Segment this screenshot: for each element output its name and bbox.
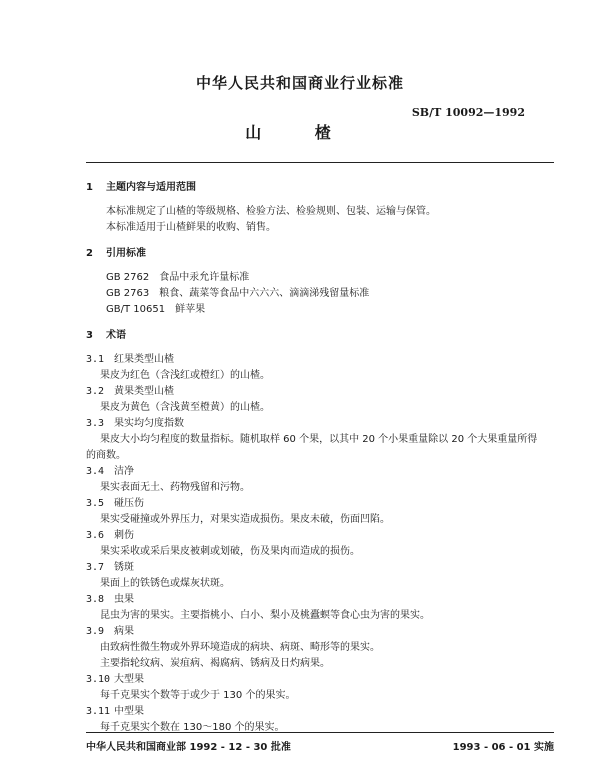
term-number: 3.9 — [86, 626, 105, 637]
term-number: 3.11 — [86, 706, 111, 717]
section-number: 3 — [86, 330, 93, 341]
section-title: 引用标准 — [106, 248, 146, 259]
term-description: 每千克果实个数在 130～180 个的果实。 — [100, 722, 285, 733]
term-title: 大型果 — [114, 674, 144, 685]
standard-code: SB/T 10092—1992 — [411, 106, 525, 119]
term-description: 主要指轮纹病、炭疽病、褐腐病、锈病及日灼病果。 — [100, 658, 330, 669]
term-heading — [86, 624, 566, 640]
section-title: 术语 — [106, 330, 126, 341]
term-heading — [86, 384, 566, 400]
term-number: 3.6 — [86, 530, 105, 541]
term-title: 碰压伤 — [114, 498, 144, 509]
term-description: 果面上的铁锈色或煤灰状斑。 — [100, 578, 230, 589]
term-number: 3.2 — [86, 386, 105, 397]
term-description: 昆虫为害的果实。主要指桃小、白小、梨小及桃蠹螟等食心虫为害的果实。 — [100, 610, 430, 621]
organization-title: 中华人民共和国商业行业标准 — [195, 74, 404, 92]
effective-date: 1993 - 06 - 01 实施 — [452, 742, 554, 753]
term-description: 果皮为黄色（含浅黄至橙黄）的山楂。 — [100, 402, 270, 413]
term-title: 病果 — [114, 626, 134, 637]
paragraph: 本标准规定了山楂的等级规格、检验方法、检验规则、包装、运输与保管。 — [106, 206, 436, 217]
term-description: 果实表面无土、药物残留和污物。 — [100, 482, 250, 493]
term-title: 红果类型山楂 — [114, 354, 174, 365]
term-number: 3.5 — [86, 498, 105, 509]
term-heading — [86, 528, 566, 544]
section-number: 2 — [86, 248, 93, 259]
reference-item: GB 2763 粮食、蔬菜等食品中六六六、滴滴涕残留量标准 — [106, 288, 370, 299]
section-heading — [86, 246, 566, 262]
section-heading — [86, 180, 566, 196]
reference-item: GB 2762 食品中汞允许量标准 — [106, 272, 250, 283]
term-number: 3.7 — [86, 562, 105, 573]
term-title: 锈斑 — [114, 562, 134, 573]
document-body — [86, 180, 566, 736]
term-heading — [86, 352, 566, 368]
document-title: 山 楂 — [245, 123, 355, 142]
term-description: 果实受碰撞或外界压力，对果实造成损伤。果皮未破，伤面凹陷。 — [100, 514, 390, 525]
reference-item: GB/T 10651 鲜苹果 — [106, 304, 206, 315]
term-number: 3.8 — [86, 594, 105, 605]
term-description: 果实采收或采后果皮被刺或划破，伤及果肉而造成的损伤。 — [100, 546, 360, 557]
term-title: 刺伤 — [114, 530, 134, 541]
term-description: 果皮为红色（含浅红或橙红）的山楂。 — [100, 370, 270, 381]
term-number: 3.10 — [86, 674, 111, 685]
term-number: 3.1 — [86, 354, 105, 365]
term-number: 3.3 — [86, 418, 105, 429]
term-description: 每千克果实个数等于或少于 130 个的果实。 — [100, 690, 296, 701]
section-number: 1 — [86, 182, 93, 193]
term-title: 果实均匀度指数 — [114, 418, 184, 429]
term-heading — [86, 592, 566, 608]
footer-divider — [86, 732, 554, 733]
term-heading — [86, 560, 566, 576]
term-description-continued: 的商数。 — [86, 450, 126, 461]
term-description: 由致病性微生物或外界环境造成的病块、病斑、畸形等的果实。 — [100, 642, 380, 653]
term-heading — [86, 416, 566, 432]
term-title: 黄果类型山楂 — [114, 386, 174, 397]
term-heading — [86, 496, 566, 512]
section-heading — [86, 328, 566, 344]
section-title: 主题内容与适用范围 — [106, 182, 196, 193]
approval-info: 中华人民共和国商业部 1992 - 12 - 30 批准 — [86, 742, 291, 753]
term-heading — [86, 672, 566, 688]
header-divider — [86, 162, 554, 163]
term-description: 果皮大小均匀程度的数量指标。随机取样 60 个果，以其中 20 个小果重量除以 20 个大果重量所得 — [100, 434, 538, 445]
term-heading — [86, 464, 566, 480]
term-title: 洁净 — [114, 466, 134, 477]
term-title: 中型果 — [114, 706, 144, 717]
paragraph: 本标准适用于山楂鲜果的收购、销售。 — [106, 222, 276, 233]
term-title: 虫果 — [114, 594, 134, 605]
term-number: 3.4 — [86, 466, 105, 477]
term-heading — [86, 704, 566, 720]
